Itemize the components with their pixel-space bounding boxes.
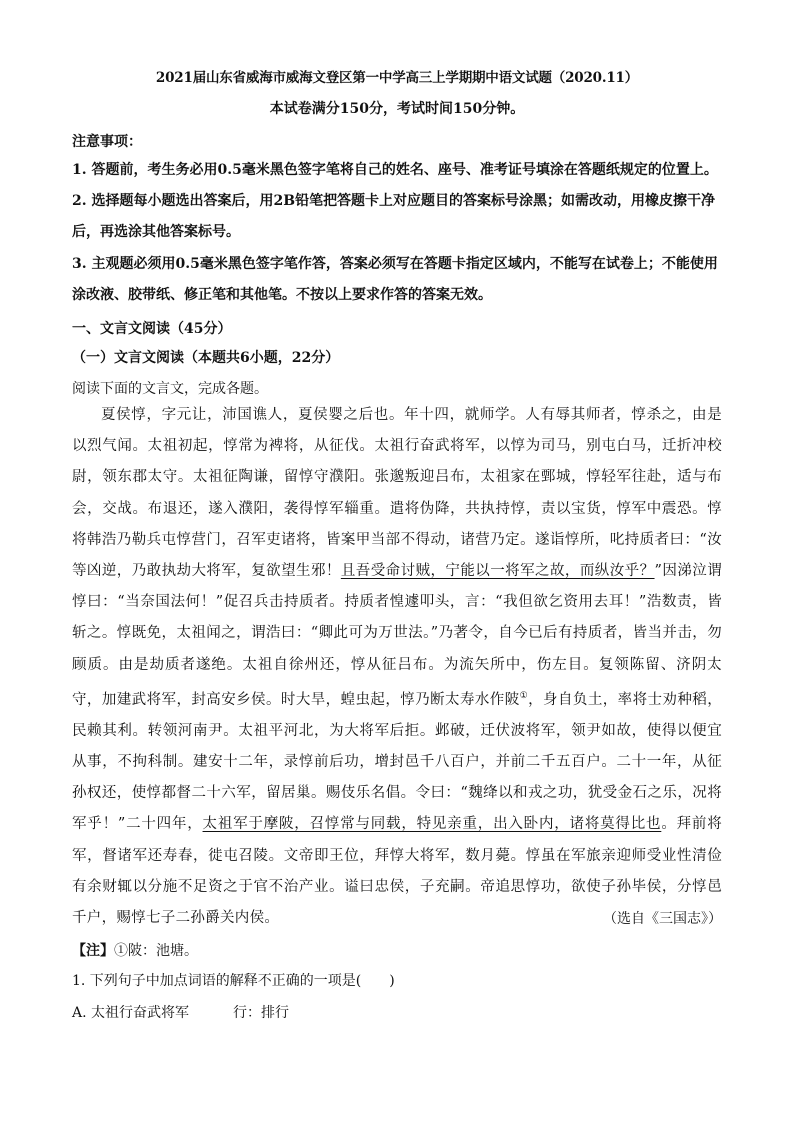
notice-item-1: 1. 答题前，考生务必用0.5毫米黑色签字笔将自己的姓名、座号、准考证号填涂在答题纸规定的位置上。: [72, 162, 718, 178]
underlined-sentence-1: 且吾受命讨贼，宁能以一将军之故，而纵汝乎？: [340, 563, 655, 580]
note-marker: ①: [114, 943, 128, 959]
footnote: [72, 940, 198, 960]
exam-subtitle: 本试卷满分150分，考试时间150分钟。: [269, 101, 525, 117]
passage-paragraph: [72, 400, 722, 934]
question-1-option-a: [72, 1002, 289, 1022]
subsection-title: （一）文言文阅读（本题共6小题，22分）: [72, 350, 340, 366]
reading-instruction: 阅读下面的文言文，完成各题。: [72, 381, 268, 397]
note-text: 陂：池塘。: [128, 943, 198, 959]
note-label: 【注】: [72, 943, 114, 959]
option-a-gloss: 行：排行: [233, 1005, 290, 1021]
passage-source: （选自《三国志》）: [603, 911, 722, 927]
question-1-stem: 1. 下列句子中加点词语的解释不正确的一项是( ): [72, 973, 395, 989]
footnote-marker: ①: [519, 690, 529, 701]
classical-passage: [72, 400, 722, 934]
notice-item-2: 2. 选择题每小题选出答案后，用2B铅笔把答题卡上对应题目的答案标号涂黑；如需改动，用橡皮擦干净后，再选涂其他答案标号。: [72, 193, 716, 240]
passage-text: ，身自负土，率将士劝种稻，民赖其利。转领河南尹。太祖平河北，为大将军后拒。邺破，迁伏波将军，领尹如故，使得以便宜从事，不拘科制。建安十二年，录惇前后功，增封邑千八百户，并前二千五百户。二十一年，从征孙权还，使惇都督二十六军，留居巢。赐伎乐名倡。令曰：“魏绛以和戎之功，犹受金石之乐，况将军乎！”二十四年，: [72, 691, 722, 833]
passage-text: 。拜前将军，督诸军还寿春，徙屯召陵。文帝即王位，拜惇大将军，数月薨。惇虽在军旅亲迎师受业性清俭有余财辄以分施不足资之于官不治产业。谥曰忠侯，子充嗣。帝追思惇功，欲使子孙毕侯，分惇邑千户，赐惇七子二孙爵关内侯。: [72, 816, 722, 927]
passage-text: 夏侯惇，字元让，沛国谯人，夏侯婴之后也。年十四，就师学。人有辱其师者，惇杀之，由是以烈气闻。太祖初起，惇常为裨将，从征伐。太祖行奋武将军，以惇为司马，别屯白马，迁折冲校尉，领东郡太守。太祖征陶谦，留惇守濮阳。张邈叛迎吕布，太祖家在鄄城，惇轻军往赴，适与布会，交战。布退还，遂入濮阳，袭得惇军辎重。遣将伪降，共执持惇，责以宝货，惇军中震恐。惇将韩浩乃勒兵屯惇营门，召军吏诸将，皆案甲当部不得动，诸营乃定。遂诣惇所，叱持质者曰：“汝等凶逆，乃敢执劫大将军，复欲望生邪！: [72, 407, 722, 580]
passage-text: ”因涕泣谓惇曰：“当奈国法何！”促召兵击持质者。持质者惶遽叩头，言：“我但欲乞资用去耳！”浩数责，皆斩之。惇既免，太祖闻之，谓浩曰：“卿此可为万世法。”乃著令，自今已后有持质者，皆当并击，勿顾质。由是劫质者遂绝。太祖自徐州还，惇从征吕布。为流矢所中，伤左目。复领陈留、济阴太守，加建武将军，封高安乡侯。时大旱，蝗虫起，惇乃断太寿水作陂: [72, 563, 722, 708]
option-a-text: A. 太祖行奋武将军: [72, 1005, 190, 1021]
section-title: 一、文言文阅读（45分）: [72, 321, 232, 337]
underlined-sentence-2: 太祖军于摩陂，召惇常与同载，特见亲重，出入卧内，诸将莫得比也: [202, 816, 662, 833]
notice-item-3: 3. 主观题必须用0.5毫米黑色签字笔作答，答案必须写在答题卡指定区域内，不能写在试卷上；不能使用涂改液、胶带纸、修正笔和其他笔。不按以上要求作答的答案无效。: [72, 256, 718, 303]
exam-title: 2021届山东省威海市威海文登区第一中学高三上学期期中语文试题（2020.11）: [155, 70, 639, 86]
notice-heading: 注意事项：: [72, 134, 142, 150]
